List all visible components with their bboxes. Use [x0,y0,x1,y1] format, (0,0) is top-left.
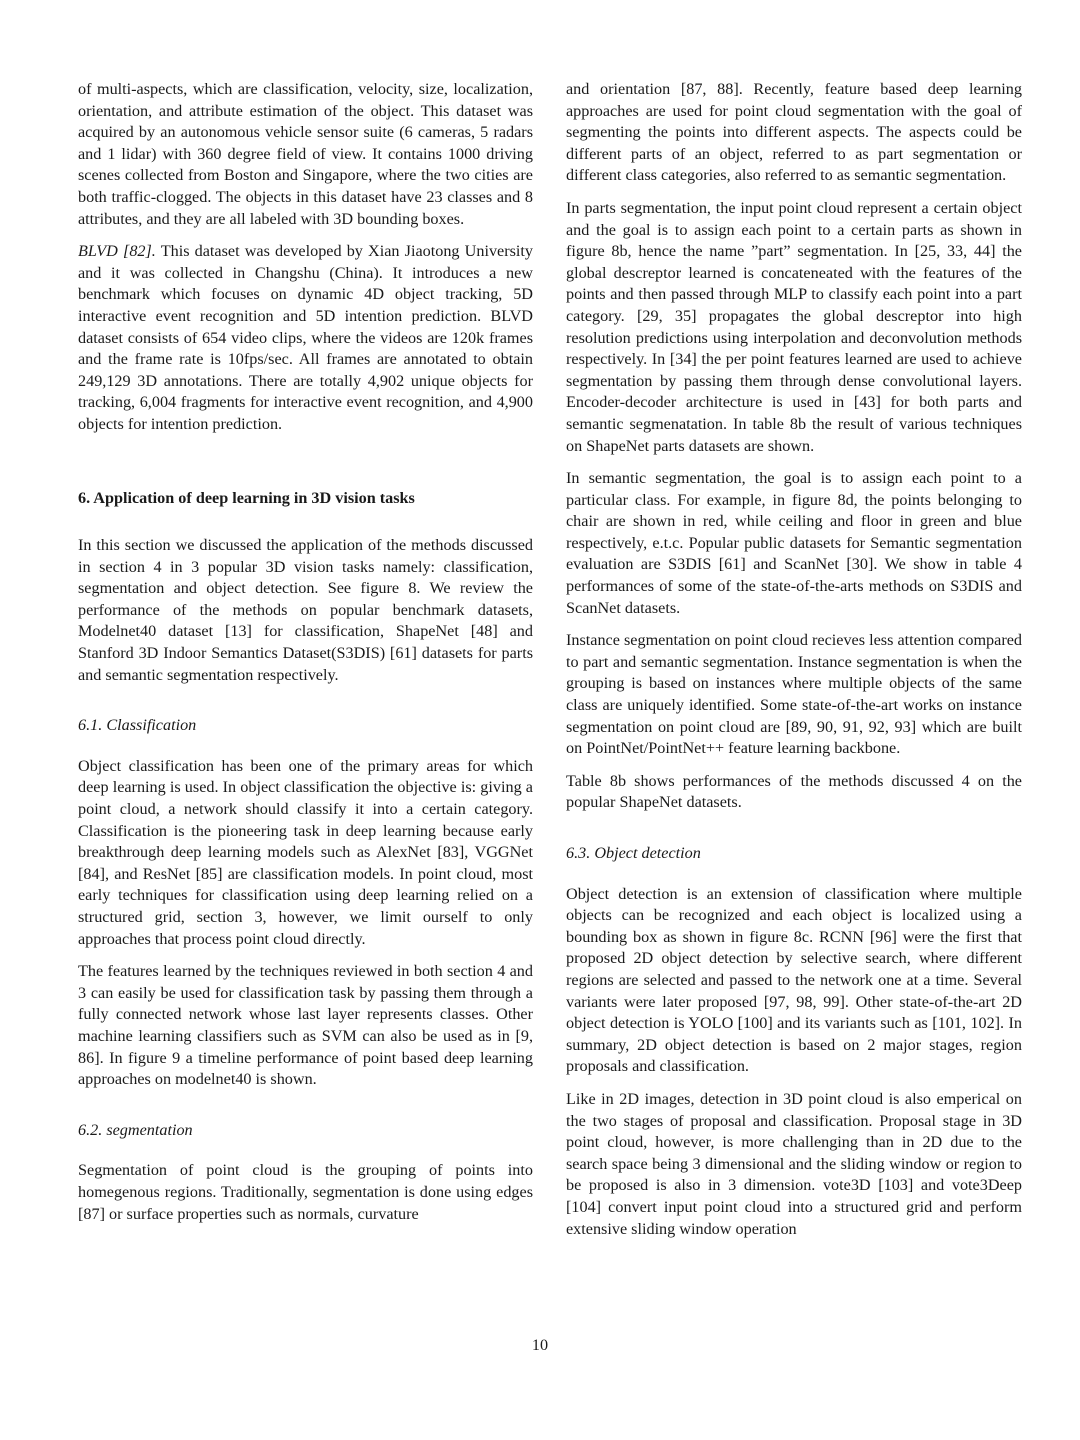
blvd-body: This dataset was developed by Xian Jiaotong University and it was collected in Changshu (China). It introduces a new benchmark which focuses on dynamic 4D object tracking, 5D interactive event recognition and 5D intention prediction. BLVD dataset consists of 654 video clips, where the videos are 120k frames and the frame rate is 10fps/sec. All frames are annotated to obtain 249,129 3D annotations. There are totally 4,902 unique objects for tracking, 6,004 fragments for interactive event recognition, and 4,900 objects for intention prediction. [78,242,533,433]
segmentation-paragraph-1: Segmentation of point cloud is the grouping of points into homegenous regions. Traditionally, segmentation is done using edges [87] or surface properties such as normals, curvature [78,1161,533,1223]
detection-paragraph-2: Like in 2D images, detection in 3D point cloud is also emperical on the two stages of proposal and classification. Proposal stage in 3D point cloud, however, is more challenging than in 2D due to the search space being 3 dimensional and the sliding window or region to be proposed is also in 3 dimension. vote3D [103] and vote3Deep [104] convert input point cloud into a structured grid and perform extensive sliding window operation [566,1089,1022,1238]
shapenet-table-paragraph: Table 8b shows performances of the methods discussed 4 on the popular ShapeNet datasets. [566,771,1022,812]
blvd-lead: BLVD [82]. [78,242,156,261]
right-column [566,79,1022,1251]
segmentation-continued-paragraph: and orientation [87, 88]. Recently, feature based deep learning approaches are used for point cloud segmentation with the goal of segmenting the points into different aspects. The aspects could be different parts of an object, referred to as part segmentation or different class categories, also referred to as semantic segmentation. [566,80,1022,185]
section-6-1-heading: 6.1. Classification [78,716,197,735]
nuscenes-paragraph: of multi-aspects, which are classification, velocity, size, localization, orientation, and attribute estimation of the object. This dataset was acquired by an autonomous vehicle sensor suite (6 cameras, 5 radars and 1 lidar) with 360 degree field of view. It contains 1000 driving scenes collected from Boston and Singapore, where the two cities are both traffic-clogged. The objects in this dataset have 23 classes and 8 attributes, and they are all labeled with 3D bounding boxes. [78,80,533,228]
section-6-3-heading: 6.3. Object detection [566,844,701,862]
parts-segmentation-paragraph: In parts segmentation, the input point cloud represent a certain object and the goal is to assign each point to a certain parts as shown in figure 8b, hence the name ”part” segmentation. In [25, 33, 44] the global descreptor learned is concateneated with the features of the points and then passed through MLP to classify each point into a part category. [29, 35] propagates the global descreptor into high resolution predictions using interpolation and deconvolution methods respectively. In [34] the per point features learned are used to achieve segmentation by passing them through dense convolutional layers. Encoder-decoder architecture is used in [43] for both parts and semantic segmenatation. In table 8b the result of various techniques on ShapeNet parts datasets are shown. [566,198,1022,455]
section-6-heading: 6. Application of deep learning in 3D vision tasks [78,488,415,507]
classification-paragraph-1: Object classification has been one of the primary areas for which deep learning is used. In object classification the objective is: giving a point cloud, a network should classify it into a certain category. Classification is the pioneering task in deep learning because early breakthrough deep learning models such as AlexNet [83], VGGNet [84], and ResNet [85] are classification models. In point cloud, most early techniques for classification using deep learning relied on a structured grid, section 3, however, we limit ourself to only approaches that process point cloud directly. [78,756,533,948]
instance-segmentation-paragraph: Instance segmentation on point cloud recieves less attention compared to part and semantic segmentation. Instance segmentation is when the grouping is based on instances where multiple objects of the same class are uniquely identified. Some state-of-the-art works on instance segmentation on point cloud are [89, 90, 91, 92, 93] which are built on PointNet/PointNet++ feature learning backbone. [566,631,1022,758]
semantic-segmentation-paragraph: In semantic segmentation, the goal is to assign each point to a particular class. For example, in figure 8d, the points belonging to chair are shown in red, while ceiling and floor in green and blue respectively, e.t.c. Popular public datasets for Semantic segmentation evaluation are S3DIS [61] and ScanNet [30]. We show in table 4 performances of some of the state-of-the-arts methods on S3DIS and ScanNet datasets. [566,469,1022,617]
page-number: 10 [531,1336,549,1354]
left-column [78,79,533,1236]
section-6-intro: In this section we discussed the application of the methods discussed in section 4 in 3 popular 3D vision tasks namely: classification, segmentation and object detection. See figure 8. We review the performance of the methods on popular benchmark datasets, Modelnet40 dataset [13] for classification, ShapeNet [48] and Stanford 3D Indoor Semantics Dataset(S3DIS) [61] datasets for parts and semantic segmentation respectively. [78,536,533,684]
blvd-paragraph [78,241,533,435]
classification-paragraph-2: The features learned by the techniques reviewed in both section 4 and 3 can easily be used for classification task by passing them through a fully connected network whose last layer represents classes. Other machine learning classifiers such as SVM can also be used as in [9, 86]. In figure 9 a timeline performance of point based deep learning approaches on modelnet40 is shown. [78,962,533,1089]
detection-paragraph-1: Object detection is an extension of classification where multiple objects can be recognized and each object is localized using a bounding box as shown in figure 8c. RCNN [96] were the first that proposed 2D object detection by selective search, where different regions are selected and passed to the network one at a time. Several variants were later proposed [97, 98, 99]. Other state-of-the-art 2D object detection is YOLO [100] and its variants such as [101, 102]. In summary, 2D object detection is based on 2 major stages, region proposals and classification. [566,884,1022,1076]
section-6-2-heading: 6.2. segmentation [78,1120,193,1139]
